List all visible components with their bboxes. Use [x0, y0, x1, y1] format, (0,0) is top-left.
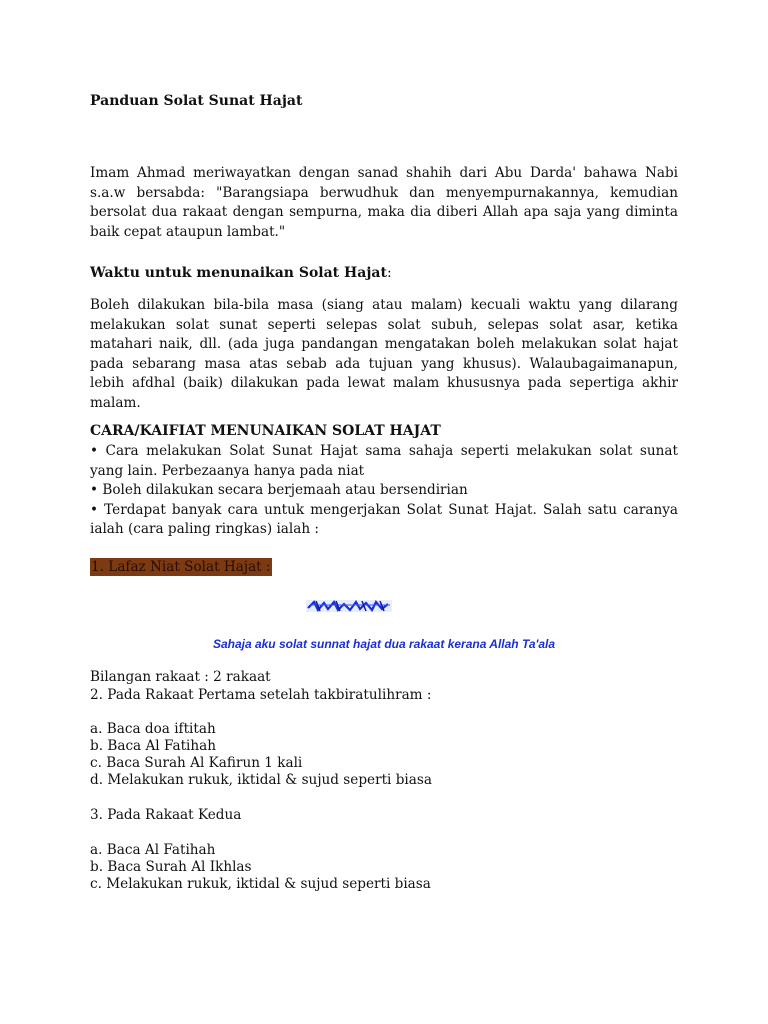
cara-bullet-list [90, 442, 678, 540]
rakaat1-item: a. Baca doa iftitah [90, 721, 216, 737]
cara-bullet-item: • Cara melakukan Solat Sunat Hajat sama sahaja seperti melakukan solat sunat yang lain. Perbezaanya hanya pada niat [90, 443, 678, 479]
lafaz-niat-label: 1. Lafaz Niat Solat Hajat : [91, 559, 271, 575]
rakaat1-item: c. Baca Surah Al Kafirun 1 kali [90, 755, 303, 771]
rakaat2-item: a. Baca Al Fatihah [90, 842, 216, 858]
arabic-niat-image [306, 598, 392, 614]
cara-bullet-item: • Boleh dilakukan secara berjemaah atau bersendirian [90, 482, 468, 498]
niat-translation: Sahaja aku solat sunnat hajat dua rakaat kerana Allah Ta'ala [212, 637, 556, 651]
document-title: Panduan Solat Sunat Hajat [90, 93, 303, 109]
waktu-heading [90, 264, 392, 282]
rakaat1-item: b. Baca Al Fatihah [90, 738, 217, 754]
rakaat2-item: c. Melakukan rukuk, iktidal & sujud seperti biasa [90, 876, 431, 892]
intro-paragraph: Imam Ahmad meriwayatkan dengan sanad shahih dari Abu Darda' bahawa Nabi s.a.w bersabda: "Barangsiapa berwudhuk dan menyempurnakannya, kemudian bersolat dua rakaat dengan sempurna, maka dia diberi Allah apa saja yang diminta baik cepat ataupun lambat." [90, 165, 678, 240]
rakaat-count: Bilangan rakaat : 2 rakaat [90, 669, 271, 685]
rakaat2-heading: 3. Pada Rakaat Kedua [90, 807, 242, 823]
waktu-paragraph: Boleh dilakukan bila-bila masa (siang atau malam) kecuali waktu yang dilarang melakukan solat sunat seperti selepas solat subuh, selepas solat asar, ketika matahari naik, dll. (ada juga pandangan mengatakan boleh melakukan solat hajat pada sebarang masa atas sebab ada tujuan yang khusus). Walaubagaimanapun, lebih afdhal (baik) dilakukan pada lewat malam khususnya pada sepertiga akhir malam. [90, 297, 678, 411]
rakaat1-heading: 2. Pada Rakaat Pertama setelah takbiratulihram : [90, 687, 432, 703]
cara-bullet-item: • Terdapat banyak cara untuk mengerjakan Solat Sunat Hajat. Salah satu caranya ialah (cara paling ringkas) ialah : [90, 501, 678, 537]
rakaat2-item: b. Baca Surah Al Ikhlas [90, 859, 252, 875]
waktu-heading-text: Waktu untuk menunaikan Solat Hajat [90, 265, 387, 281]
rakaat1-item: d. Melakukan rukuk, iktidal & sujud seperti biasa [90, 772, 432, 788]
waktu-heading-colon: : [386, 265, 392, 281]
cara-heading: CARA/KAIFIAT MENUNAIKAN SOLAT HAJAT [90, 423, 441, 439]
